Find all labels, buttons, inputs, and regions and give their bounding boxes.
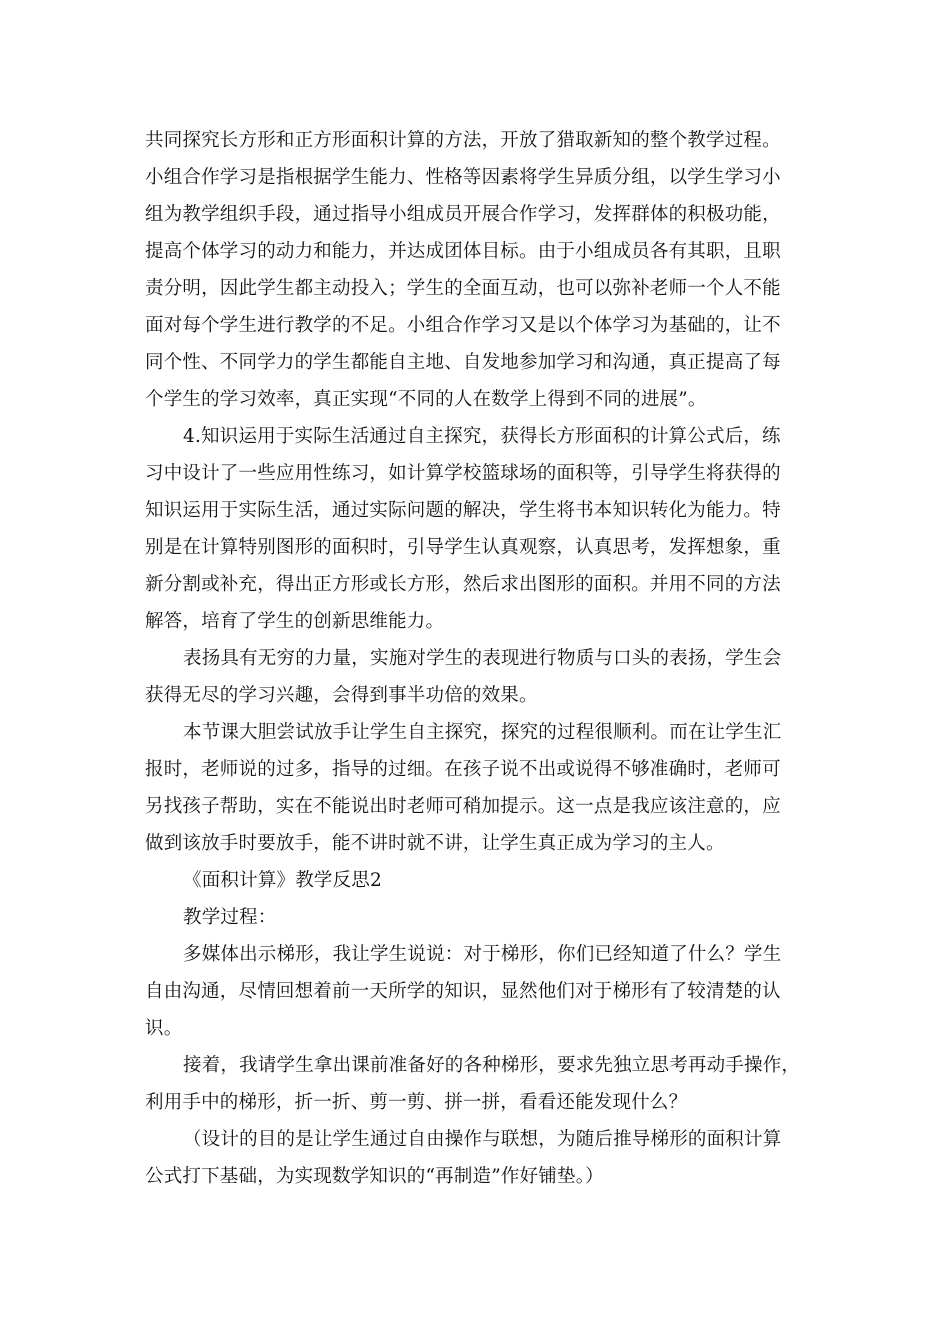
text-line: 同个性、不同学力的学生都能自主地、自发地参加学习和沟通，真正提高了每: [145, 352, 781, 373]
text-line: 小组合作学习是指根据学生能力、性格等因素将学生异质分组，以学生学习小: [145, 167, 781, 188]
text-line: 教学过程：: [183, 907, 277, 928]
text-line: 提高个体学习的动力和能力，并达成团体目标。由于小组成员各有其职，且职: [145, 241, 781, 262]
text-line: 4.知识运用于实际生活通过自主探究，获得长方形面积的计算公式后，练: [183, 426, 781, 447]
text-line: 另找孩子帮助，实在不能说出时老师可稍加提示。这一点是我应该注意的，应: [145, 796, 781, 817]
text-line: 别是在计算特别图形的面积时，引导学生认真观察，认真思考，发挥想象，重: [145, 537, 781, 558]
text-line: 面对每个学生进行教学的不足。小组合作学习又是以个体学习为基础的，让不: [145, 315, 781, 336]
text-line: 本节课大胆尝试放手让学生自主探究，探究的过程很顺利。而在让学生汇: [183, 722, 782, 743]
text-line: 接着，我请学生拿出课前准备好的各种梯形，要求先独立思考再动手操作，: [183, 1055, 801, 1076]
text-line: 做到该放手时要放手，能不讲时就不讲，让学生真正成为学习的主人。: [145, 833, 725, 854]
text-line: 责分明，因此学生都主动投入；学生的全面互动，也可以弥补老师一个人不能: [145, 278, 781, 299]
text-line: 多媒体出示梯形，我让学生说说：对于梯形，你们已经知道了什么？学生: [183, 944, 782, 965]
text-line: 个学生的学习效率，真正实现“不同的人在数学上得到不同的进展”。: [145, 389, 707, 410]
text-line: 共同探究长方形和正方形面积计算的方法，开放了猎取新知的整个教学过程。: [145, 130, 781, 151]
text-line: 识。: [145, 1018, 183, 1039]
text-line: （设计的目的是让学生通过自由操作与联想，为随后推导梯形的面积计算: [183, 1129, 782, 1150]
text-line: 知识运用于实际生活，通过实际问题的解决，学生将书本知识转化为能力。特: [145, 500, 781, 521]
text-line: 组为教学组织手段，通过指导小组成员开展合作学习，发挥群体的积极功能，: [145, 204, 781, 225]
text-line: 自由沟通，尽情回想着前一天所学的知识，显然他们对于梯形有了较清楚的认: [145, 981, 781, 1002]
text-line: 解答，培育了学生的创新思维能力。: [145, 611, 445, 632]
text-line: 习中设计了一些应用性练习，如计算学校篮球场的面积等，引导学生将获得的: [145, 463, 781, 484]
text-line: 获得无尽的学习兴趣，会得到事半功倍的效果。: [145, 685, 538, 706]
text-line: 公式打下基础，为实现数学知识的“再制造”作好铺垫。）: [145, 1166, 604, 1187]
text-line: 报时，老师说的过多，指导的过细。在孩子说不出或说得不够准确时，老师可: [145, 759, 781, 780]
section-heading: 《面积计算》教学反思2: [183, 870, 382, 891]
text-line: 新分割或补充，得出正方形或长方形，然后求出图形的面积。并用不同的方法: [145, 574, 781, 595]
text-line: 利用手中的梯形，折一折、剪一剪、拼一拼，看看还能发现什么？: [145, 1092, 688, 1113]
text-line: 表扬具有无穷的力量，实施对学生的表现进行物质与口头的表扬，学生会: [183, 648, 782, 669]
